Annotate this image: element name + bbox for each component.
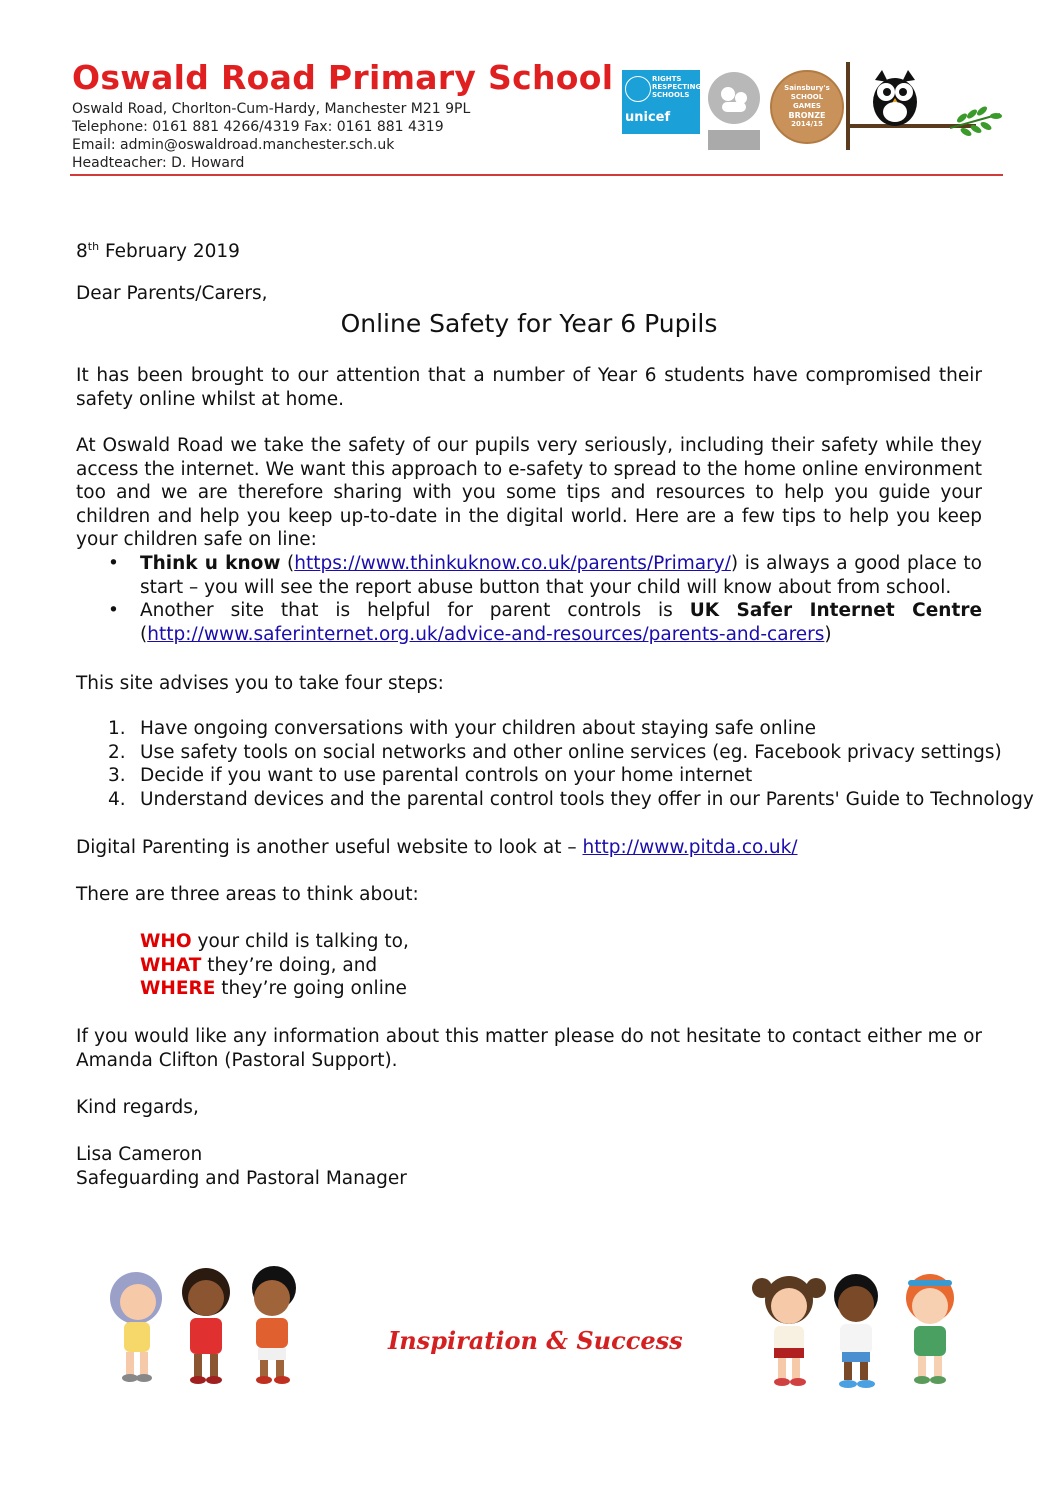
footer [0, 1262, 1058, 1402]
list-item: 3. Decide if you want to use parental controls on your home internet [108, 765, 753, 786]
header-divider [70, 174, 1003, 176]
list-item: WHO your child is talking to, [140, 931, 409, 952]
letter-title: Online Safety for Year 6 Pupils [340, 309, 718, 338]
salutation: Dear Parents/Carers, [76, 283, 268, 304]
thinkuknow-link[interactable]: https://www.thinkuknow.co.uk/parents/Primary/ [294, 553, 731, 574]
email: Email: admin@oswaldroad.manchester.sch.uk [72, 137, 395, 153]
headteacher: Headteacher: D. Howard [72, 155, 245, 171]
contact-paragraph: If you would like any information about this matter please do not hesitate to contact either me or Amanda Clifton (Pastoral Support). [76, 1026, 982, 1071]
steps-list [76, 717, 1034, 811]
owl-icon [868, 66, 922, 128]
list-item: 1. Have ongoing conversations with your children about staying safe online [108, 718, 816, 739]
list-item: • Think u know (https://www.thinkuknow.co.uk/parents/Primary/) is always a good place to start – you will see the report abuse button that your child will know about from school. [108, 553, 982, 598]
saferinternet-link[interactable]: http://www.saferinternet.org.uk/advice-and-resources/parents-and-carers [147, 623, 825, 645]
digital-parenting: Digital Parenting is another useful website to look at – http://www.pitda.co.uk/ [76, 837, 798, 858]
pitda-link[interactable]: http://www.pitda.co.uk/ [582, 837, 798, 858]
letter-date: 8th February 2019 [76, 240, 240, 263]
paragraph-intro: It has been brought to our attention that a number of Year 6 students have compromised their safety online whilst at home. [76, 365, 982, 410]
rights-respecting-badge: RIGHTS RESPECTING SCHOOLS unicef [622, 70, 700, 134]
list-item: WHAT they’re doing, and [140, 954, 378, 976]
closing: Kind regards, [76, 1097, 199, 1118]
children-illustration-right [744, 1266, 966, 1394]
list-item: • Another site that is helpful for parent controls is UK Safer Internet Centre (http://www.saferinternet.org.uk/advice-and-resources/parents-and-carers) [108, 600, 982, 645]
signer-name: Lisa Cameron [76, 1144, 203, 1165]
tips-list [76, 552, 982, 646]
telephone: Telephone: 0161 881 4266/4319 Fax: 0161 881 4319 [72, 119, 444, 135]
leaves-icon [950, 102, 1002, 138]
address: Oswald Road, Chorlton-Cum-Hardy, Manchester M21 9PL [72, 101, 471, 117]
steps-intro: This site advises you to take four steps: [76, 673, 444, 694]
paragraph-approach: At Oswald Road we take the safety of our pupils very seriously, including their safety while they access the internet. We want this approach to e-safety to spread to the home online environment too and we are therefore sharing with you some tips and resources to help you guide your children and help you keep up-to-date in the digital world. Here are a few tips to help you keep your children safe on line: [76, 435, 982, 550]
areas-list [140, 930, 409, 1001]
signer-title: Safeguarding and Pastoral Manager [76, 1168, 407, 1189]
contact-block [72, 100, 470, 172]
list-item: 2. Use safety tools on social networks and other online services (eg. Facebook privacy settings) [108, 741, 1002, 763]
letterhead [70, 58, 1005, 178]
list-item: WHERE they’re going online [140, 978, 407, 999]
silver-award-caption [708, 130, 760, 150]
silver-award-badge [708, 72, 760, 124]
areas-intro: There are three areas to think about: [76, 884, 419, 905]
branch-trunk [846, 62, 850, 150]
school-slogan: Inspiration & Success [388, 1326, 683, 1355]
school-games-badge: Sainsbury's SCHOOL GAMES BRONZE 2014/15 [770, 70, 844, 144]
school-name: Oswald Road Primary School [72, 58, 614, 97]
children-illustration-left [96, 1262, 314, 1390]
list-item: 4. Understand devices and the parental control tools they offer in our Parents' Guide to Technology [108, 788, 1034, 810]
